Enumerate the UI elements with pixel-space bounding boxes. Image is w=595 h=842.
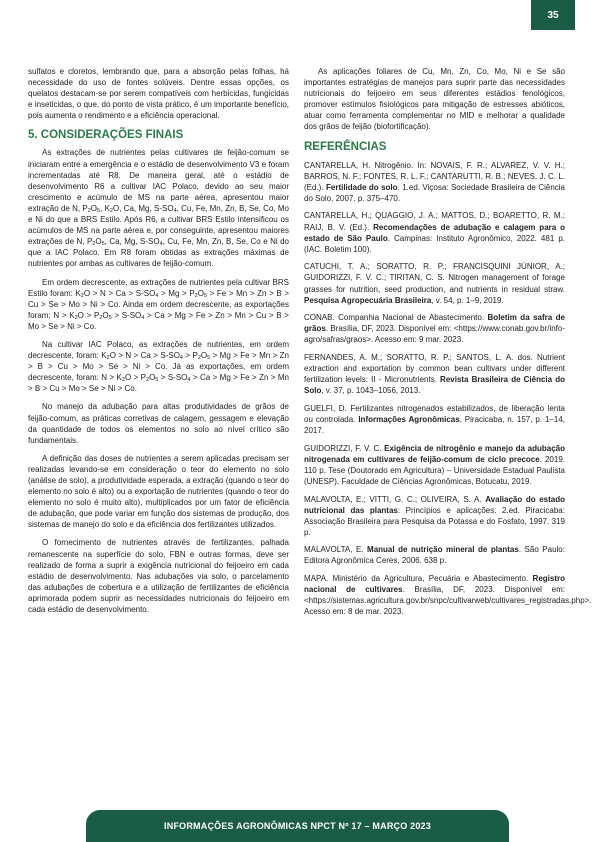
reference-item: GUIDORIZZI, F. V. C. Exigência de nitrogênio e manejo da adubação nitrogenada em cultivares de feijão-comum de ciclo precoce. 2019. 110 p. Tese (Doutorado em Agricultura) – Universidade Estadual Paulista (UNESP), Faculdade de Ciências Agronômicas, Botucatu, 2019. [304, 443, 566, 486]
paragraph: Na cultivar IAC Polaco, as extrações de nutrientes, em ordem decrescente, foram: $K_2O > N > Ca > S-SO_4 > P_2O_5 > Mg > Fe > Mn > Zn > B > Cu > Mo > Se > Ni > Co$. Já as exportações, em ordem decrescente, foram: $N > K_2O > P_2O_5 > S-SO_4 > Ca > Mg > Fe > Zn > Mn > B > Cu > Mo > Se > Ni > Co$. [28, 339, 289, 394]
left-column [28, 66, 289, 622]
reference-item: CONAB. Companhia Nacional de Abastecimento. Boletim da safra de grãos. Brasília, DF, 2023. Disponível em: <https://www.conab.gov.br/info-agro/safras/graos>. Acesso em: 9 mar. 2023. [304, 313, 565, 345]
reference-item: CANTARELLA, H. Nitrogênio. In: NOVAIS, F. R.; ALVAREZ, V. V. H.; BARROS, N. F.; FONTES, R. L. F.; CANTARUTTI, R. B.; NEVES, J. C. L. (Ed.). Fertilidade do solo. 1.ed. Viçosa: Sociedade Brasileira de Ciência do Solo, 2007. p. 375–470. [304, 160, 566, 203]
reference-item: MALAVOLTA, E. Manual de nutrição mineral de plantas. São Paulo: Editora Agronômica Ceres, 2006. 638 p. [304, 545, 565, 566]
reference-item: MAPA. Ministério da Agricultura, Pecuária e Abastecimento. Registro nacional de cultivares. Brasília, DF, 2023. Disponível em: <https://sistemas.agricultura.gov.br/snpc/cultivarweb/cultivares_registradas.php>. Acesso em: 8 de mar. 2023. [304, 574, 592, 617]
page-number: 35 [531, 0, 575, 30]
paragraph: As extrações de nutrientes pelas cultivares de feijão-comum se iniciaram entre a emergência e o estádio de desenvolvimento V3 e foram incrementadas até R8. De maneira geral, até o estádio de desenvolvimento R6 a cultivar IAC Polaco, devido ao seu maior crescimento e acúmulo de MS na parte aérea, apresentou maior extração de N, $P_2O_5$, $K_2O$, Ca, Mg, $S-SO_4$, Cu, Fe, Mn, Zn, B, Se, Co, Mo e Ni do que a BRS Estilo. Após R6, a cultivar BRS Estilo intensificou os acúmulos de MS na parte aérea e, por conseguinte, apresentou maiores extrações de N, $P_2O_5$, Ca, Mg, $S-SO_4$, Cu, Fe, Mn, Zn, B, Se, Co e Ni do que a IAC Polaco. Em R8 foram obtidas as extrações máximas de nutrientes por ambas as cultivares de feijão-comum. [28, 148, 290, 269]
reference-item: FERNANDES, A. M.; SORATTO, R. P.; SANTOS, L. A. dos. Nutrient extraction and exportation by common bean cultivars under different fertilization levels: II - Micronutrients. Revista Brasileira de Ciência do Solo, v. 37, p. 1043–1056, 2013. [304, 352, 565, 396]
references-title: REFERÊNCIAS [304, 140, 387, 153]
footer-bar [86, 810, 509, 842]
reference-item: CANTARELLA, H.; QUAGGIO, J. A.; MATTOS, D.; BOARETTO, R. M.; RAIJ, B. V. (Ed.). Recomendações de adubação e calagem para o estado de São Paulo. Campinas: Instituto Agronômico, 2022. 481 p. (IAC. Boletim 100). [304, 211, 565, 254]
reference-item: MALAVOLTA, E.; VITTI, G. C.; OLIVEIRA, S. A. Avaliação do estado nutricional das plantas: Princípios e aplicações. 2.ed. Piracicaba: Associação Brasileira para Pesquisa da Potassa e do Fosfato, 1997. 319 p. [304, 494, 565, 537]
reference-item: CATUCHI, T. A.; SORATTO, R. P.; FRANCISQUINI JÚNIOR, A.; GUIDORIZZI, F. V. C.; TIRITAN, C. S. Nitrogen management of forage grasses for nutrition, seed production, and nutrients in residual straw. Pesquisa Agropecuária Brasileira, v. 54, p. 1–9, 2019. [304, 262, 565, 305]
paragraph: O fornecimento de nutrientes através de fertilizantes, palhada remanescente na superfície do solo, FBN e outras formas, deve ser realizado de forma a suprir a exigência nutricional do feijoeiro em cada estádio de desenvolvimento. Nas adubações via solo, o parcelamento das adubações de cobertura e a utilização de fertilizantes de eficiência aprimorada podem suprir as necessidades nutricionais do feijoeiro em cada estádio de desenvolvimento. [28, 538, 289, 615]
section-title: 5. CONSIDERAÇÕES FINAIS [28, 129, 184, 142]
reference-item: GUELFI, D. Fertilizantes nitrogenados estabilizados, de liberação lenta ou controlada. Informações Agronômicas, Piracicaba, n. 157, p. 1–14, 2017. [304, 403, 565, 436]
right-column [304, 66, 592, 624]
intro-paragraph: sulfatos e cloretos, lembrando que, para a absorção pelas folhas, há necessidade do uso de fontes solúveis. Dentre essas opções, os quelatos destacam-se por serem compatíveis com herbicidas, fungicidas e inseticidas, o que, do ponto de vista prático, é um importante benefício, pois aumenta o rendimento e a eficiência operacional. [28, 67, 289, 121]
paragraph: Em ordem decrescente, as extrações de nutrientes pela cultivar BRS Estilo foram: $K_2O > N > Ca > S-SO_4 > Mg > P_2O_5 > Fe > Mn > Zn > B > Cu > Se > Mo > Ni > Co$. Ainda em ordem decrescente, as exportações foram: $N > K_2O > P_2O_5 > S-SO_4 > Ca > Mg > Fe > Zn > Mn > Cu > B > Mo > Se > Ni > Co$. [28, 277, 290, 331]
paragraph: No manejo da adubação para altas produtividades de grãos de feijão-comum, as práticas corretivas de calagem, gessagem e elevação da quantidade de todos os elementos no solo ao nível crítico são fundamentais. [28, 402, 289, 445]
paragraph: A definição das doses de nutrientes a serem aplicadas precisam ser realizadas levando-se em consideração o teor do elemento no solo (análise de solo), a produtividade esperada, a extração (quando o teor do elemento no solo é alto) ou a exportação de nutrientes (quando o teor do elemento no solo é muito alto), multiplicados por um fator de eficiência de adubação, que pode variar em função dos sistemas de produção, dos sistemas de manejo do solo e da eficiência dos fertilizantes utilizados. [28, 453, 289, 530]
paragraph: As aplicações foliares de Cu, Mn, Zn, Co, Mo, Ni e Se são importantes estratégias de manejos para suprir parte das necessidades nutricionais do feijoeiro em seus diferentes estádios fenológicos, promover estímulos fisiológicos para mitigação de estresses abióticos, atuar como ferramenta complementar no MID e melhorar a qualidade dos grãos de feijão (biofortificação). [304, 67, 565, 132]
footer-text: INFORMAÇÕES AGRONÔMICAS NPCT Nº 17 – MARÇO 2023 [164, 821, 431, 831]
